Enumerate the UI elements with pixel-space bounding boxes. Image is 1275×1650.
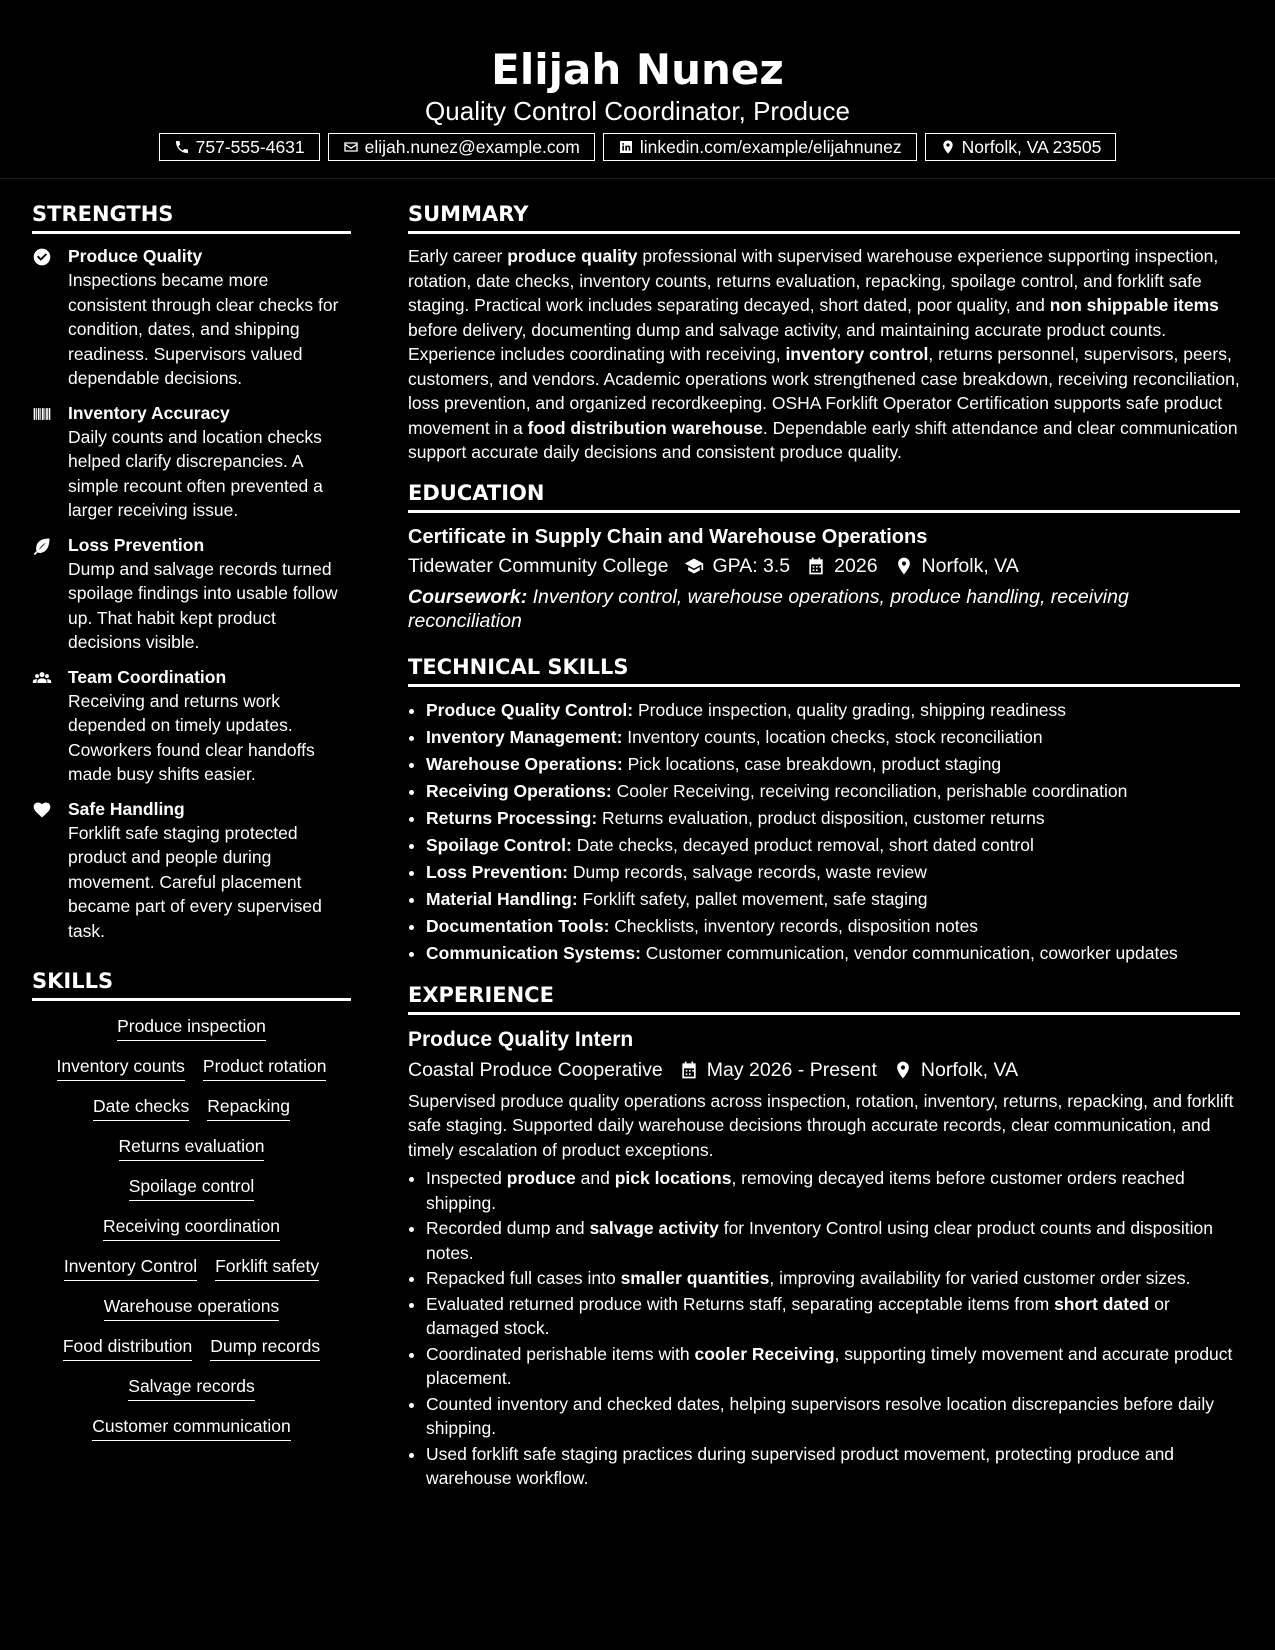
summary-text: . Dependable early shift attendance and clear communication support accurate daily decisions and consistent produce quality. [408,417,1238,462]
heart-icon [32,800,52,820]
linkedin-icon [618,139,634,155]
calendar-icon [679,1060,699,1080]
bullet-text: Evaluated returned produce with Returns staff, separating acceptable items from [426,1293,1055,1314]
summary-text: , returns personnel, supervisors, peers, customers, and vendors. Academic operations work strengthened case breakdown, receiving reconciliation, loss prevention, and organized recordkeeping. OSHA Forklift Operator Certification supports safe product movement in a [408,344,1240,438]
technical-skill-label: Communication Systems: [426,942,641,963]
experience-bullet [426,1266,1240,1291]
technical-skill-label: Material Handling: [426,888,578,909]
technical-skill-label: Inventory Management: [426,726,623,747]
technical-skill-text: Checklists, inventory records, disposition notes [609,915,979,936]
experience-bullet [426,1442,1240,1491]
skill-row [63,1335,320,1361]
school-name: Tidewater Community College [408,554,669,577]
leaf-icon [32,536,52,556]
skill-tag: Warehouse operations [104,1295,279,1321]
summary-heading: SUMMARY [408,200,1240,234]
contact-bar [0,133,1275,161]
technical-skill-label: Spoilage Control: [426,834,572,855]
job-dates: May 2026 - Present [706,1058,877,1081]
check-circle-icon [32,247,52,267]
strength-desc: Receiving and returns work depended on timely updates. Coworkers found clear handoffs made busy shifts easier. [68,690,315,784]
strength-desc: Forklift safe staging protected product and people during movement. Careful placement became part of every supervised task. [68,822,322,941]
bullet-bold: produce [506,1168,576,1188]
skill-tag: Food distribution [63,1335,192,1361]
map-pin-icon [893,1060,913,1080]
technical-skill-text: Customer communication, vendor communication, coworker updates [640,942,1178,963]
strength-title: Loss Prevention [68,534,205,555]
skill-tag: Inventory Control [64,1255,197,1281]
users-icon [32,668,52,688]
strength-item [32,797,351,944]
strengths-heading: STRENGTHS [32,200,351,234]
skill-row [117,1015,266,1041]
strength-title: Produce Quality [68,246,203,266]
school-location: Norfolk, VA [921,554,1019,577]
bullet-text: Recorded dump and [426,1218,590,1238]
technical-skill-text: Dump records, salvage records, waste review [567,861,927,882]
experience-bullet [426,1342,1240,1391]
technical-skill-text: Produce inspection, quality grading, shipping readiness [633,699,1067,720]
candidate-name: Elijah Nunez [491,45,784,94]
bullet-text: , removing decayed items before customer orders reached shipping. [426,1168,1185,1213]
bullet-text: Used forklift safe staging practices during supervised product movement, protecting produce and warehouse workflow. [426,1443,1175,1488]
company-name: Coastal Produce Cooperative [408,1058,663,1081]
contact-location-text: Norfolk, VA 23505 [961,136,1102,157]
bullet-text: and [575,1168,615,1188]
skill-tag: Spoilage control [129,1175,255,1201]
contact-phone[interactable] [159,133,320,161]
strength-item [32,401,351,523]
right-column [408,200,1240,1492]
contact-phone-text: 757-555-4631 [195,136,305,157]
bullet-bold: cooler Receiving [694,1343,835,1364]
barcode-icon [32,404,52,424]
job-description: Supervised produce quality operations across inspection, rotation, inventory, returns, repacking, and forklift safe staging. Supported daily warehouse decisions through accurate records, clear communication, and timely escalation of product exceptions. [408,1090,1234,1160]
summary-bold: non shippable items [1049,295,1219,315]
bullet-bold: salvage activity [589,1218,719,1238]
skill-tag: Repacking [207,1095,290,1121]
skill-tag: Date checks [93,1095,189,1121]
skill-tag: Customer communication [92,1415,290,1441]
skill-row [103,1215,280,1241]
technical-skill-text: Cooler Receiving, receiving reconciliation, perishable coordination [611,780,1128,801]
bullet-bold: smaller quantities [620,1268,770,1288]
technical-skill-item [426,886,1240,913]
technical-skill-text: Date checks, decayed product removal, short dated control [571,834,1034,855]
skills-heading: SKILLS [32,967,351,1001]
calendar-icon [806,556,826,576]
bullet-bold: pick locations [614,1168,732,1188]
gpa: GPA: 3.5 [712,554,791,577]
technical-skill-item [426,940,1240,967]
skill-row [104,1295,279,1321]
technical-skill-item [426,805,1240,832]
technical-skill-item [426,859,1240,886]
technical-skill-text: Forklift safety, pallet movement, safe staging [577,888,928,909]
technical-skill-label: Warehouse Operations: [426,753,623,774]
strength-desc: Daily counts and location checks helped clarify discrepancies. A simple recount often prevented a larger receiving issue. [68,426,323,520]
technical-skill-item [426,832,1240,859]
map-pin-icon [940,139,956,155]
strength-desc: Inspections became more consistent through clear checks for condition, dates, and shipping readiness. Supervisors valued dependable decisions. [68,270,339,388]
skill-tag: Receiving coordination [103,1215,280,1241]
technical-skill-text: Returns evaluation, product disposition, customer returns [597,807,1045,828]
strength-item [32,665,351,787]
technical-skill-label: Returns Processing: [426,807,598,828]
bullet-text: Inspected [426,1168,507,1188]
candidate-title: Quality Control Coordinator, Produce [425,96,850,126]
job-meta [408,1055,1240,1085]
contact-email-text: elijah.nunez@example.com [364,136,580,157]
technical-skill-label: Receiving Operations: [426,780,612,801]
education-heading: EDUCATION [408,479,1240,513]
strength-title: Safe Handling [68,798,185,819]
summary-bold: produce quality [507,246,638,266]
left-column [32,200,351,1441]
summary-bold: inventory control [785,344,929,364]
experience-bullets [408,1166,1240,1491]
resume-header [0,0,1275,179]
contact-location[interactable] [925,133,1117,161]
coursework-label: Coursework: [408,585,528,608]
bullet-text: , improving availability for varied customer order sizes. [769,1268,1191,1288]
bullet-text: or damaged stock. [426,1293,1170,1338]
skill-tag: Salvage records [128,1375,254,1401]
skill-tag: Product rotation [203,1055,327,1081]
summary-bold: food distribution warehouse [527,417,763,438]
summary-text: professional with supervised warehouse experience supporting inspection, rotation, date checks, inventory counts, returns evaluation, repacking, spoilage control, and forklift safe staging. Practical work includes separating decayed, short dated, poor quality, and [408,246,1219,315]
envelope-icon [343,139,359,155]
strength-desc: Dump and salvage records turned spoilage findings into usable follow up. That habit kept product decisions visible. [68,558,338,652]
technical-skill-label: Loss Prevention: [426,861,568,882]
skill-row [119,1135,265,1161]
education-meta [408,551,1240,581]
phone-icon [174,139,190,155]
technical-skill-text: Inventory counts, location checks, stock reconciliation [622,726,1043,747]
bullet-text: Counted inventory and checked dates, helping supervisors resolve location discrepancies before daily shipping. [426,1393,1214,1438]
technical-skill-text: Pick locations, case breakdown, product staging [622,753,1002,774]
technical-skill-item [426,913,1240,940]
graduation-year: 2026 [834,554,878,577]
skill-tag: Forklift safety [215,1255,319,1281]
map-pin-icon [894,556,914,576]
technical-skill-label: Documentation Tools: [426,915,610,936]
technical-skill-item [426,724,1240,751]
bullet-text: for Inventory Control using clear product counts and disposition notes. [426,1218,1214,1263]
skill-tag: Returns evaluation [119,1135,265,1161]
strength-item [32,533,351,655]
technical-skills-list [408,697,1240,967]
summary-text: Early career [408,246,508,266]
skill-tag: Inventory counts [57,1055,185,1081]
contact-email[interactable] [328,133,595,161]
technical-skill-item [426,751,1240,778]
bullet-bold: short dated [1054,1293,1150,1314]
bullet-text: Coordinated perishable items with [426,1343,695,1364]
skill-row [128,1375,254,1401]
degree-name: Certificate in Supply Chain and Warehouse Operations [408,525,928,548]
skill-row [64,1255,319,1281]
experience-bullet [426,1292,1240,1341]
summary-text: before delivery, documenting dump and salvage activity, and maintaining accurate product counts. Experience includes coordinating with receiving, [408,319,1167,364]
strength-item [32,244,351,391]
experience-heading: EXPERIENCE [408,981,1240,1015]
skill-tag: Dump records [210,1335,320,1361]
experience-bullet [426,1392,1240,1441]
experience-bullet [426,1166,1240,1215]
job-location: Norfolk, VA [920,1058,1019,1081]
strength-title: Team Coordination [68,666,227,687]
skill-row [93,1095,290,1121]
graduation-cap-icon [684,556,704,576]
summary-text [408,244,1240,465]
coursework [408,585,1240,633]
technical-skill-item [426,778,1240,805]
skill-row [92,1415,290,1441]
skill-tag: Produce inspection [117,1015,266,1041]
contact-linkedin-text: linkedin.com/example/elijahnunez [639,136,902,157]
skills-list [32,1015,351,1441]
technical-skill-label: Produce Quality Control: [426,699,634,720]
contact-linkedin[interactable] [603,133,917,161]
bullet-text: , supporting timely movement and accurate product placement. [426,1343,1233,1388]
strength-title: Inventory Accuracy [68,402,230,423]
job-title: Produce Quality Intern [408,1027,634,1051]
skill-row [129,1175,255,1201]
skill-row [57,1055,327,1081]
bullet-text: Repacked full cases into [426,1268,621,1288]
coursework-text: Inventory control, warehouse operations, produce handling, receiving reconciliation [408,585,1129,632]
experience-bullet [426,1216,1240,1265]
technical-skills-heading: TECHNICAL SKILLS [408,653,1240,687]
technical-skill-item [426,697,1240,724]
